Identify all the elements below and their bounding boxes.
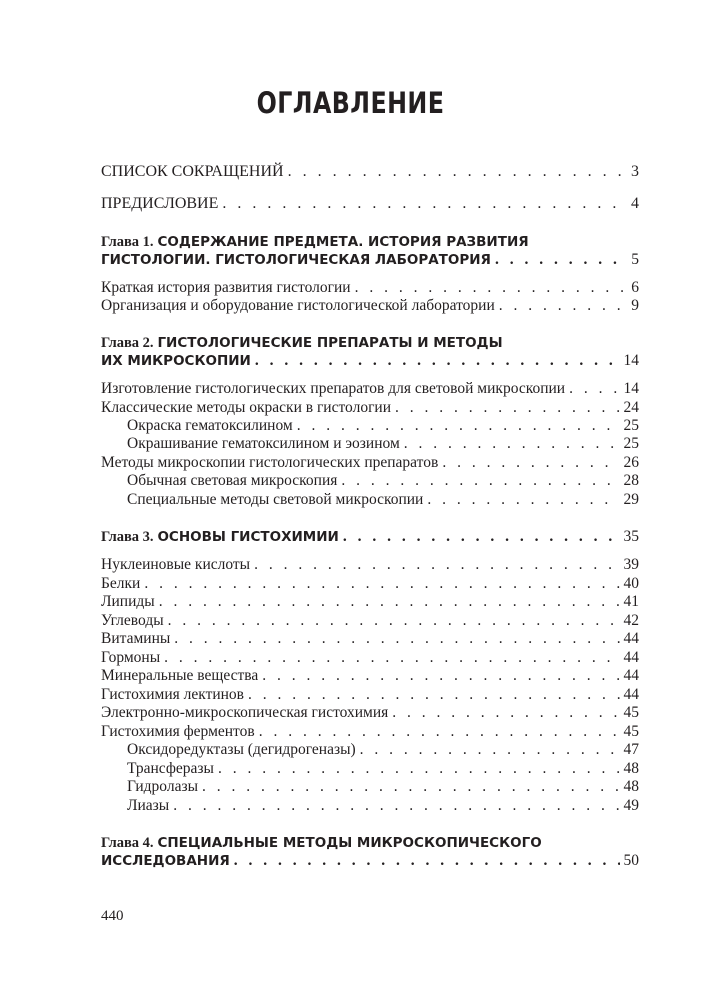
toc-leader-dots	[144, 575, 619, 593]
toc-leader-dots	[168, 612, 620, 630]
toc-entry-title: Гидролазы	[127, 778, 198, 795]
toc-entry-page: 25	[623, 417, 639, 434]
toc-leader-dots	[343, 528, 620, 546]
toc-entry-title: Минеральные вещества	[101, 667, 259, 684]
toc-entry-title: Классические методы окраски в гистологии	[101, 399, 392, 416]
toc-entry-page: 4	[631, 195, 639, 212]
chapter-entry[interactable]	[101, 852, 639, 870]
toc-entry-title: Окраска гематоксилином	[127, 417, 293, 434]
toc-entry-title: Трансферазы	[127, 760, 214, 777]
toc-leader-dots	[499, 297, 628, 315]
toc-entry[interactable]	[101, 593, 639, 611]
toc-leader-dots	[248, 686, 619, 704]
chapter-label: Глава 1.	[101, 234, 154, 250]
chapter-entry[interactable]	[101, 352, 639, 370]
toc-leader-dots	[404, 435, 620, 453]
chapter-entry[interactable]	[101, 528, 639, 546]
toc-entry-page: 42	[623, 612, 639, 629]
toc-leader-dots	[259, 723, 620, 741]
toc-entry[interactable]	[101, 279, 639, 297]
toc-leader-dots	[395, 399, 619, 417]
toc-leader-dots	[262, 667, 619, 685]
toc-entry-page: 26	[623, 454, 639, 471]
page-title: ОГЛАВЛЕНИЕ	[256, 86, 445, 120]
toc-entry-page: 5	[631, 251, 639, 268]
toc-leader-dots	[392, 704, 619, 722]
toc-entry[interactable]	[101, 704, 639, 722]
toc-leader-dots	[495, 251, 627, 269]
toc-entry-page: 49	[623, 797, 639, 814]
chapter-heading-line[interactable]	[101, 334, 503, 352]
toc-entry[interactable]	[101, 723, 639, 741]
toc-leader-dots	[218, 760, 620, 778]
toc-subentry[interactable]	[127, 778, 639, 796]
toc-leader-dots	[341, 472, 619, 490]
toc-entry-title: Краткая история развития гистологии	[101, 279, 351, 296]
toc-subentry[interactable]	[127, 797, 639, 815]
toc-entry-page: 3	[631, 163, 639, 180]
toc-entry[interactable]	[101, 630, 639, 648]
toc-entry-title: Гистохимия ферментов	[101, 723, 255, 740]
toc-entry-title: Витамины	[101, 630, 171, 647]
toc-leader-dots	[174, 630, 619, 648]
toc-subentry[interactable]	[127, 760, 639, 778]
toc-entry-page: 44	[623, 649, 639, 666]
chapter-label: Глава 3.	[101, 529, 154, 545]
toc-entry-page: 44	[623, 686, 639, 703]
toc-entry-page: 48	[623, 778, 639, 795]
toc-entry-title: Организация и оборудование гистологической лаборатории	[101, 297, 495, 314]
toc-entry[interactable]	[101, 686, 639, 704]
toc-leader-dots	[254, 556, 619, 574]
chapter-title-continued: ГИСТОЛОГИИ. ГИСТОЛОГИЧЕСКАЯ ЛАБОРАТОРИЯ	[101, 252, 491, 268]
toc-leader-dots	[442, 454, 619, 472]
toc-entry-title: Нуклеиновые кислоты	[101, 556, 251, 573]
toc-entry-title: Углеводы	[101, 612, 164, 629]
toc-entry-title: Обычная световая микроскопия	[127, 472, 338, 489]
toc-entry-page: 44	[623, 667, 639, 684]
toc-subentry[interactable]	[127, 741, 639, 759]
toc-entry-page: 14	[623, 380, 639, 397]
chapter-title: СПЕЦИАЛЬНЫЕ МЕТОДЫ МИКРОСКОПИЧЕСКОГО	[157, 835, 542, 851]
chapter-entry[interactable]	[101, 251, 639, 269]
toc-subentry[interactable]	[127, 417, 639, 435]
toc-entry-title: Лиазы	[127, 797, 170, 814]
toc-subentry[interactable]	[127, 472, 639, 490]
toc-leader-dots	[288, 163, 627, 181]
toc-entry-page: 45	[623, 704, 639, 721]
toc-entry-title: Липиды	[101, 593, 155, 610]
chapter-title-continued: ИХ МИКРОСКОПИИ	[101, 353, 251, 369]
toc-entry[interactable]	[101, 556, 639, 574]
toc-entry-title: СПИСОК СОКРАЩЕНИЙ	[101, 163, 284, 180]
toc-subentry[interactable]	[127, 435, 639, 453]
toc-entry-page: 40	[623, 575, 639, 592]
toc-leader-dots	[234, 852, 620, 870]
toc-leader-dots	[297, 417, 620, 435]
toc-entry-page: 47	[623, 741, 639, 758]
toc-entry-page: 44	[623, 630, 639, 647]
chapter-label: Глава 2.	[101, 335, 154, 351]
chapter-title: СОДЕРЖАНИЕ ПРЕДМЕТА. ИСТОРИЯ РАЗВИТИЯ	[157, 234, 529, 250]
toc-entry-page: 45	[623, 723, 639, 740]
toc-entry-title: Методы микроскопии гистологических препаратов	[101, 454, 439, 471]
toc-entry[interactable]	[101, 399, 639, 417]
toc-leader-dots	[427, 491, 619, 509]
toc-entry-title: Гормоны	[101, 649, 161, 666]
toc-entry[interactable]	[101, 380, 639, 398]
toc-entry-title: Электронно-микроскопическая гистохимия	[101, 704, 389, 721]
toc-entry[interactable]	[101, 297, 639, 315]
toc-entry-title: Оксидоредуктазы (дегидрогеназы)	[127, 741, 356, 758]
toc-entry-page: 14	[623, 352, 639, 369]
toc-entry-page: 25	[623, 435, 639, 452]
toc-leader-dots	[173, 797, 619, 815]
toc-entry-page: 48	[623, 760, 639, 777]
toc-entry[interactable]	[101, 612, 639, 630]
toc-entry-title: Изготовление гистологических препаратов для световой микроскопии	[101, 380, 566, 397]
toc-entry-page: 9	[631, 297, 639, 314]
toc-entry-title: Гистохимия лектинов	[101, 686, 245, 703]
toc-entry-page: 29	[623, 491, 639, 508]
toc-entry-page: 50	[623, 852, 639, 869]
chapter-label: Глава 4.	[101, 835, 154, 851]
chapter-heading-line[interactable]	[101, 233, 529, 251]
toc-entry[interactable]	[101, 163, 639, 181]
page-number: 440	[101, 908, 124, 924]
toc-entry-page: 24	[623, 399, 639, 416]
toc-leader-dots	[569, 380, 619, 398]
toc-leader-dots	[164, 649, 619, 667]
toc-entry-page: 35	[623, 528, 639, 545]
toc-entry-title: Специальные методы световой микроскопии	[127, 491, 424, 508]
toc-entry-page: 41	[623, 593, 639, 610]
toc-entry-title: ПРЕДИСЛОВИЕ	[101, 195, 219, 212]
toc-leader-dots	[202, 778, 620, 796]
chapter-title: ГИСТОЛОГИЧЕСКИЕ ПРЕПАРАТЫ И МЕТОДЫ	[157, 335, 503, 351]
toc-entry-page: 28	[623, 472, 639, 489]
toc-leader-dots	[360, 741, 620, 759]
chapter-title: ОСНОВЫ ГИСТОХИМИИ	[157, 529, 339, 545]
toc-leader-dots	[222, 195, 627, 213]
toc-entry-page: 6	[631, 279, 639, 296]
chapter-title-continued: ИССЛЕДОВАНИЯ	[101, 853, 230, 869]
toc-entry-title: Белки	[101, 575, 141, 592]
toc-leader-dots	[355, 279, 628, 297]
toc-entry[interactable]	[101, 649, 639, 667]
toc-entry[interactable]	[101, 667, 639, 685]
toc-entry[interactable]	[101, 454, 639, 472]
toc-entry-title: Окрашивание гематоксилином и эозином	[127, 435, 400, 452]
toc-subentry[interactable]	[127, 491, 639, 509]
chapter-heading-line[interactable]	[101, 834, 542, 852]
toc-entry-page: 39	[623, 556, 639, 573]
toc-leader-dots	[159, 593, 620, 611]
toc-entry[interactable]	[101, 195, 639, 213]
toc-leader-dots	[255, 352, 620, 370]
toc-entry[interactable]	[101, 575, 639, 593]
